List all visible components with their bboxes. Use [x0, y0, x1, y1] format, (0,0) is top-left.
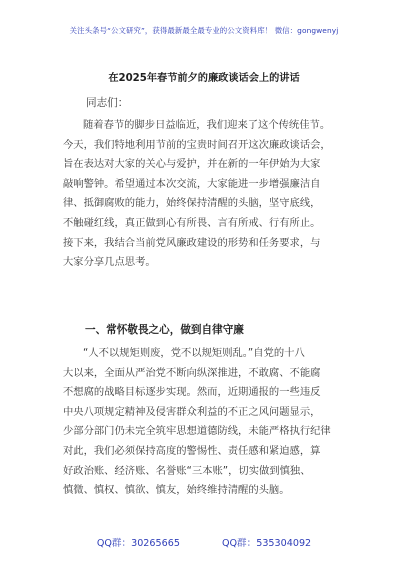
intro-line: 随着春节的脚步日益临近，我们迎来了这个传统佳节。 [83, 119, 331, 131]
qq-group-2: QQ群：535304092 [221, 538, 312, 549]
intro-line: 不触碰红线，真正做到心有所畏、言有所戒、行有所止。 [63, 216, 321, 229]
intro-line: 大家分享几点思考。 [63, 256, 156, 269]
section-line: 大以来，全面从严治党不断向纵深推进，不敢腐、不能腐 [63, 366, 321, 379]
section-line: 好政治账、经济账、名誉账“三本账”，切实做到慎独、 [63, 464, 311, 477]
intro-paragraph [63, 116, 347, 273]
section-line: 中央八项规定精神及侵害群众利益的不正之风问题显示， [63, 405, 321, 418]
section-line: “人不以规矩则废，党不以规矩则乱。”自党的十八 [83, 347, 305, 359]
intro-line: 律、抵御腐败的能力，始终保持清醒的头脑，坚守底线， [63, 197, 321, 210]
section-line: 慎微、慎权、慎欲、慎友，始终维持清醒的头脑。 [63, 484, 290, 497]
section-line: 不想腐的战略目标逐步实现。然而，近期通报的一些违反 [63, 386, 321, 399]
section-line: 对此，我们必须保持高度的警惕性、责任感和紧迫感，算 [63, 444, 321, 457]
qq-group-1: QQ群：30265665 [96, 538, 180, 549]
intro-line: 接下来，我结合当前党风廉政建设的形势和任务要求，与 [63, 236, 321, 249]
header-banner: 关注头条号“公文研究”，获得最新最全最专业的公文资料库！ 微信：gongwenyj [69, 26, 339, 35]
footer-contact [0, 535, 408, 549]
intro-line: 今天，我们特地利用节前的宝贵时间召开这次廉政谈话会， [63, 138, 331, 151]
section-line: 少部分部门仍未完全筑牢思想道德防线，未能严格执行纪律 [63, 425, 331, 438]
section-heading: 一、常怀敬畏之心，做到自律守廉 [85, 324, 244, 336]
document-title: 在2025年春节前夕的廉政谈话会上的讲话 [108, 73, 300, 84]
intro-line: 旨在表达对大家的关心与爱护，并在新的一年伊始为大家 [63, 158, 321, 171]
intro-line: 敲响警钟。希望通过本次交流，大家能进一步增强廉洁自 [63, 177, 321, 190]
salutation: 同志们： [86, 97, 129, 109]
section-paragraph [63, 344, 347, 501]
